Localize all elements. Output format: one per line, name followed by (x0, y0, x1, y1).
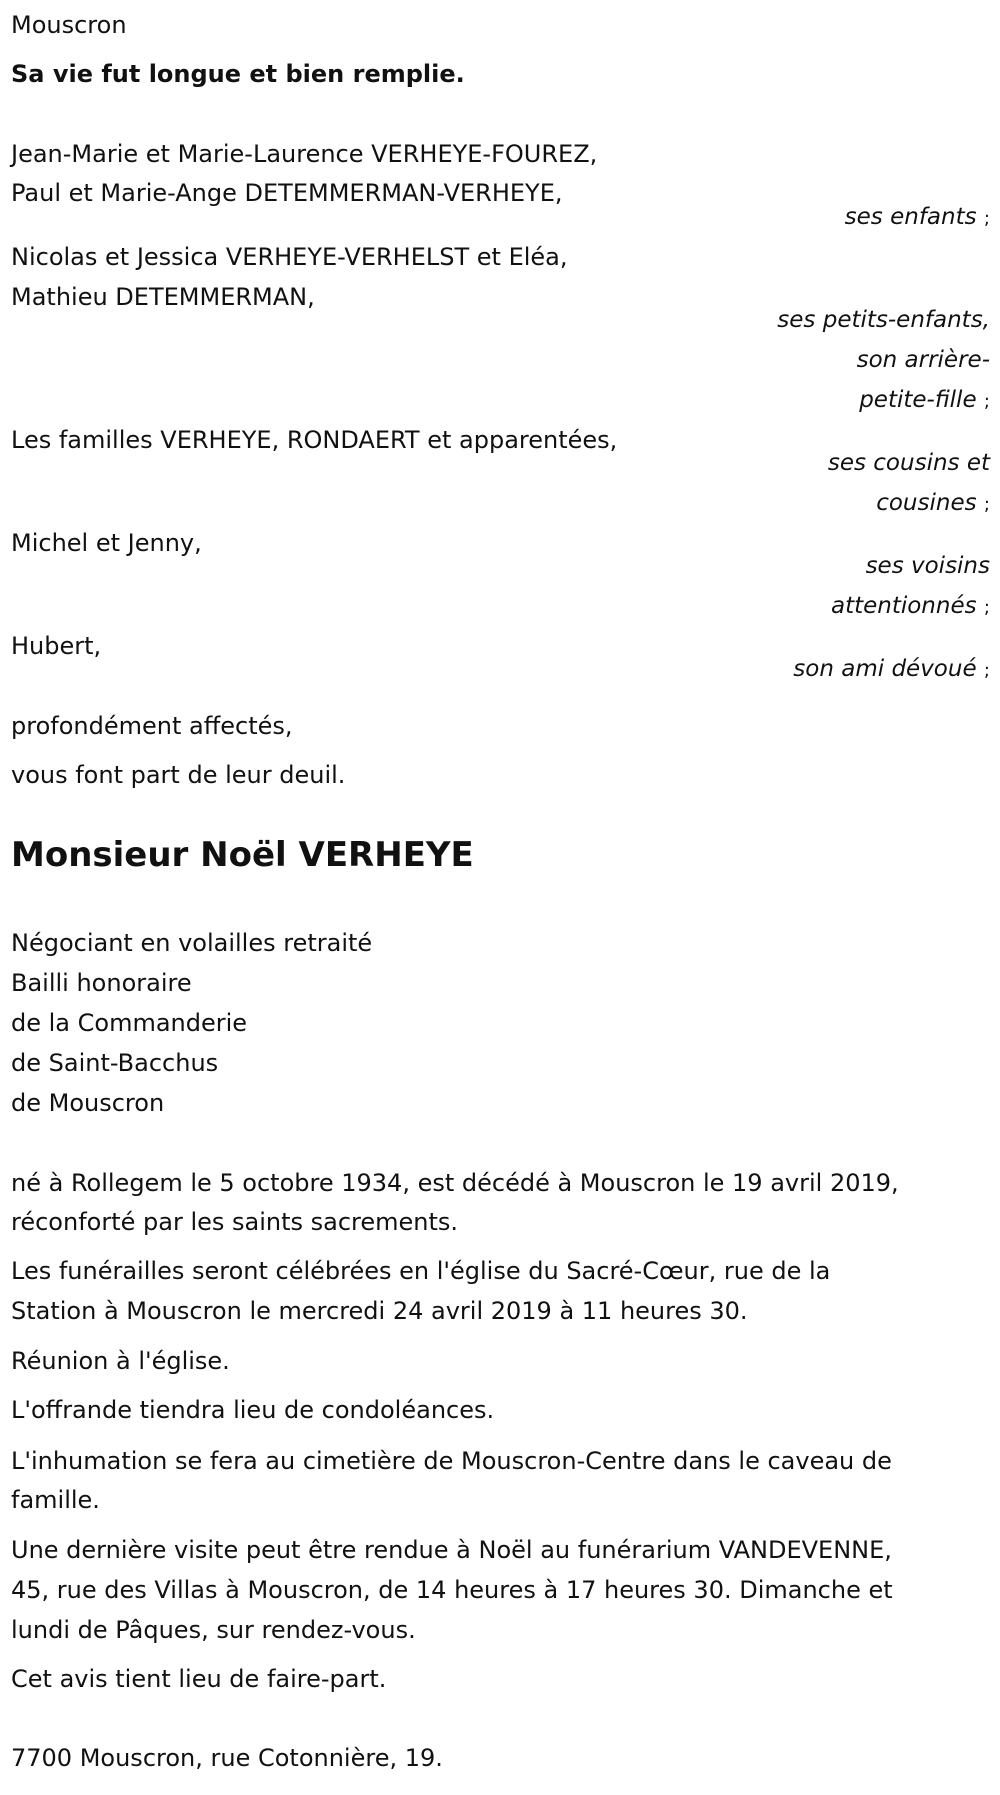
city-heading: Mouscron (11, 11, 127, 39)
deceased-title-5: de Mouscron (11, 1089, 165, 1117)
family-grandchildren-line-2: Mathieu DETEMMERMAN, (11, 283, 315, 311)
funeral-line-1: Les funérailles seront célébrées en l'église du Sacré-Cœur, rue de la (11, 1257, 831, 1285)
notice-text: Cet avis tient lieu de faire-part. (11, 1665, 387, 1693)
deceased-title-4: de Saint-Bacchus (11, 1049, 219, 1077)
deceased-name: Monsieur Noël VERHEYE (11, 835, 474, 875)
family-children-line-2: Paul et Marie-Ange DETEMMERMAN-VERHEYE, (11, 179, 563, 207)
family-neighbours: Michel et Jenny, (11, 529, 202, 557)
burial-line-1: L'inhumation se fera au cimetière de Mouscron-Centre dans le caveau de (11, 1447, 892, 1475)
announcement-line-1: profondément affectés, (11, 712, 293, 740)
deceased-title-2: Bailli honoraire (11, 969, 192, 997)
funeral-line-2: Station à Mouscron le mercredi 24 avril 2019 à 11 heures 30. (11, 1297, 748, 1325)
family-cousins: Les familles VERHEYE, RONDAERT et apparentées, (11, 426, 618, 454)
family-address: 7700 Mouscron, rue Cotonnière, 19. (11, 1744, 443, 1772)
visit-line-2: 45, rue des Villas à Mouscron, de 14 heures à 17 heures 30. Dimanche et (11, 1576, 893, 1604)
meeting-info: Réunion à l'église. (11, 1347, 230, 1375)
visit-line-1: Une dernière visite peut être rendue à Noël au funérarium VANDEVENNE, (11, 1536, 892, 1564)
birth-death-line-1: né à Rollegem le 5 octobre 1934, est décédé à Mouscron le 19 avril 2019, (11, 1169, 899, 1197)
role-cousins-1: ses cousins et (827, 450, 990, 476)
visit-line-3: lundi de Pâques, sur rendez-vous. (11, 1616, 416, 1644)
birth-death-line-2: réconforté par les saints sacrements. (11, 1208, 459, 1236)
role-neighbours-2: attentionnés ; (830, 593, 990, 619)
role-grandchildren-1: ses petits-enfants, (777, 307, 990, 333)
role-grandchildren-3: petite-fille ; (859, 387, 990, 413)
deceased-title-1: Négociant en volailles retraité (11, 929, 373, 957)
role-friend: son ami dévoué ; (793, 656, 990, 682)
family-children-line-1: Jean-Marie et Marie-Laurence VERHEYE-FOUREZ, (11, 140, 598, 168)
offering-info: L'offrande tiendra lieu de condoléances. (11, 1396, 495, 1424)
deceased-title-3: de la Commanderie (11, 1009, 248, 1037)
role-cousins-2: cousines ; (876, 490, 990, 516)
burial-line-2: famille. (11, 1486, 100, 1514)
role-neighbours-1: ses voisins (865, 553, 990, 579)
role-children: ses enfants ; (844, 204, 990, 230)
family-friend: Hubert, (11, 632, 102, 660)
motto: Sa vie fut longue et bien remplie. (11, 60, 465, 88)
role-grandchildren-2: son arrière- (856, 347, 990, 373)
family-grandchildren-line-1: Nicolas et Jessica VERHEYE-VERHELST et Eléa, (11, 243, 568, 271)
announcement-line-2: vous font part de leur deuil. (11, 761, 346, 789)
